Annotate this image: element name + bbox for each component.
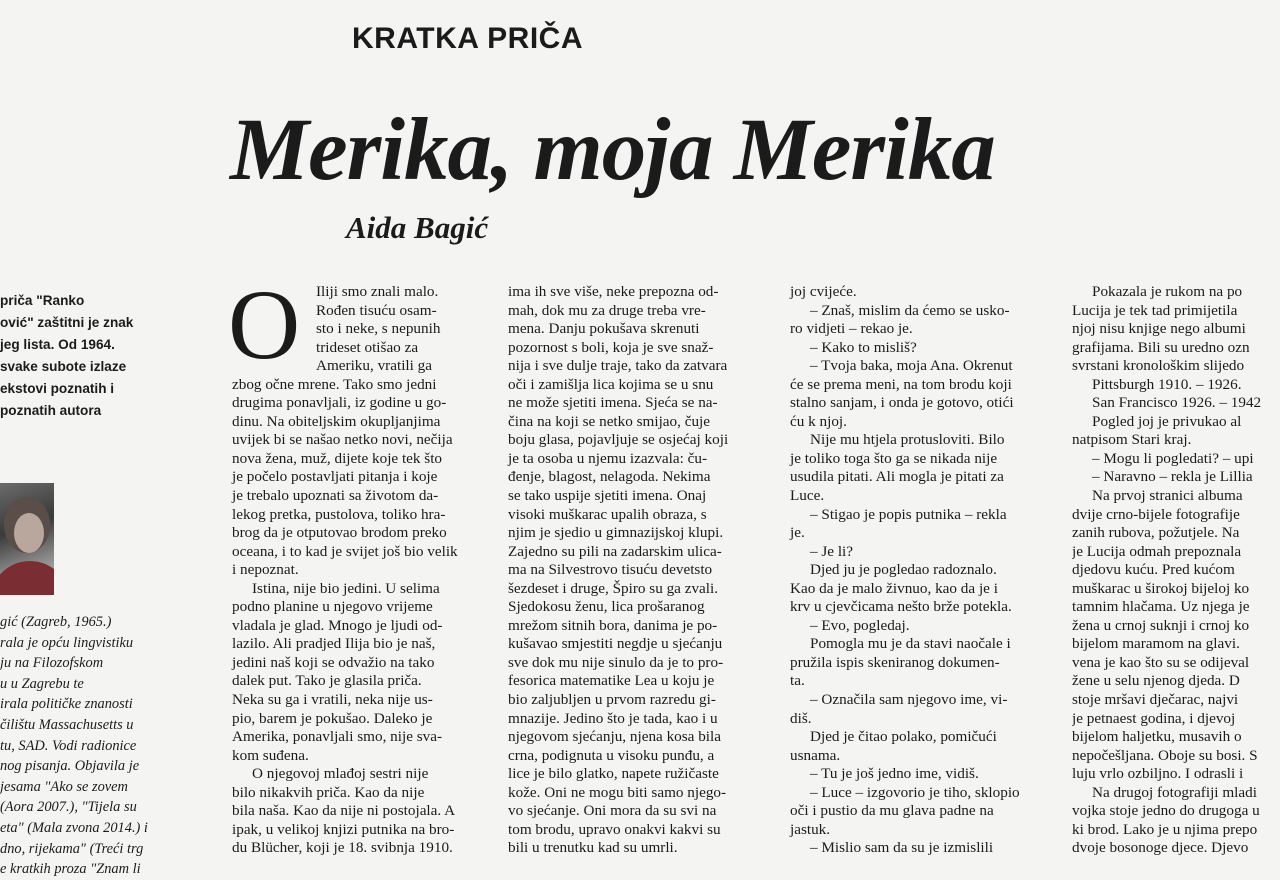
- author-bio-line: nog pisanja. Objavila je: [0, 758, 140, 775]
- article-line: đenje, blagost, nelagoda. Nekima: [508, 468, 711, 486]
- article-line: – Znaš, mislim da ćemo se usko-: [810, 301, 1010, 319]
- article-line: drugima ponavljali, iz godine u go-: [232, 394, 447, 412]
- article-line: – Mislio sam da su je izmislili: [810, 839, 994, 857]
- article-column-3: [790, 283, 1048, 858]
- article-line: trideset otišao za: [316, 338, 419, 356]
- article-line: Rođen tisuću osam-: [316, 301, 437, 319]
- article-line: usudila pitati. Ali mogla je pitati za: [790, 468, 1004, 486]
- article-line: bio zaljubljen u prvom razredu gi-: [508, 691, 716, 709]
- author-shoulder: [0, 561, 54, 595]
- article-line: je trebalo upoznati sa životom da-: [232, 487, 439, 505]
- headline: Merika, moja Merika: [230, 101, 995, 199]
- article-line: dinu. Na obiteljskim okupljanjima: [232, 412, 441, 430]
- article-line: ro vidjeti – rekao je.: [790, 320, 913, 338]
- article-line: lazilo. Ali pradjed Ilija bio je naš,: [232, 635, 436, 653]
- drop-cap: O: [228, 269, 301, 380]
- article-line: muškarac u širokoj bijeloj ko: [1072, 579, 1250, 597]
- article-line: će se prema meni, na tom brodu koji: [790, 375, 1012, 393]
- article-line: je petnaest godina, i djevoj: [1072, 709, 1236, 727]
- article-line: – Mogu li pogledati? – upi: [1092, 449, 1254, 467]
- article-line: mnazije. Jedino što je tada, kao i u: [508, 709, 718, 727]
- article-line: čina na koji se netko smijao, čuje: [508, 412, 711, 430]
- byline: Aida Bagić: [346, 210, 489, 245]
- article-line: stalno sanjam, i onda je gotovo, otići: [790, 394, 1014, 412]
- sidebar-intro: [0, 290, 170, 422]
- article-line: krv u cjevčicama nešto brže potekla.: [790, 598, 1012, 616]
- article-line: diš.: [790, 709, 812, 727]
- article-line: – Evo, pogledaj.: [810, 616, 910, 634]
- article-line: – Tu je još jedno ime, vidiš.: [810, 765, 979, 783]
- article-line: bila naša. Kao da nije ni postojala. A: [232, 802, 456, 820]
- article-line: oceana, i to kad je svijet još bio velik: [232, 542, 458, 560]
- article-line: mrežom sitnih bora, danima je po-: [508, 616, 718, 634]
- author-bio-line: čilištu Massachusetts u: [0, 716, 134, 733]
- article-line: djedovu kuću. Pred kućom: [1072, 561, 1235, 579]
- article-line: vladala je glad. Mnogo je ljudi od-: [232, 616, 443, 634]
- article-line: visoki muškarac upalih obraza, s: [508, 505, 707, 523]
- article-line: sve dok mu nije sinulo da je to pro-: [508, 653, 724, 671]
- author-bio-line: u u Zagrebu te: [0, 675, 84, 692]
- article-line: ću k njoj.: [790, 412, 847, 430]
- article-line: – Naravno – rekla je Lillia: [1092, 468, 1253, 486]
- article-line: Pomogla mu je da stavi naočale i: [810, 635, 1011, 653]
- article-line: ipak, u velikoj knjizi putnika na bro-: [232, 820, 455, 838]
- article-line: luju vrlo ozbiljno. I odrasli i: [1072, 765, 1244, 783]
- article-line: vojka stoje jedno do drugoga u: [1072, 802, 1260, 820]
- sidebar-intro-line: poznatih autora: [0, 403, 102, 418]
- article-line: tamnim hlačama. Uz njega je: [1072, 598, 1250, 616]
- article-line: San Francisco 1926. – 1942: [1092, 394, 1262, 412]
- article-line: fesorica matematike Lea u koju je: [508, 672, 715, 690]
- article-line: i nepoznat.: [232, 561, 299, 579]
- article-column-4: [1072, 283, 1280, 858]
- article-line: nija i sve dulje traje, tako da zatvara: [508, 357, 728, 375]
- article-line: njoj nisu knjige nego albumi: [1072, 320, 1246, 338]
- article-line: je počelo postavljati pitanja i koje: [232, 468, 438, 486]
- article-line: Djed je čitao polako, pomičući: [810, 728, 997, 746]
- article-line: Djed ju je pogledao radoznalo.: [810, 561, 997, 579]
- article-line: Iliji smo znali malo.: [316, 283, 439, 300]
- article-line: Na prvoj stranici albuma: [1092, 487, 1243, 505]
- article-line: dvoje bosonoge djece. Djevo: [1072, 839, 1249, 857]
- sidebar-intro-line: ekstovi poznatih i: [0, 381, 115, 396]
- article-column-1: [228, 269, 480, 858]
- article-line: Luce.: [790, 487, 825, 505]
- article-line: svrstani kronološkim slijedo: [1072, 357, 1245, 375]
- article-line: stoje mršavi dječarac, najvi: [1072, 691, 1239, 709]
- article-line: ta.: [790, 672, 805, 690]
- article-line: sto i neke, s nepunih: [316, 320, 441, 338]
- article-line: nova žena, muž, dijete koje tek što: [232, 449, 443, 467]
- author-bio-line: eta" (Mala zvona 2014.) i: [0, 819, 148, 836]
- article-line: zanih rubova, požutjele. Na: [1072, 524, 1240, 542]
- article-line: pio, barem je pokušao. Daleko je: [232, 709, 433, 727]
- article-line: kušavao smjestiti negdje u sjećanju: [508, 635, 723, 653]
- article-line: kože. Oni ne mogu biti samo njego-: [508, 783, 727, 801]
- author-bio-line: gić (Zagreb, 1965.): [0, 614, 112, 630]
- article-line: dalek put. Tako je glasila priča.: [232, 672, 422, 690]
- article-line: pozornost s boli, koja je sve snaž-: [508, 338, 714, 356]
- article-line: ki brod. Lako je u njima prepo: [1072, 820, 1258, 838]
- article-line: Nije mu htjela protusloviti. Bilo: [810, 431, 1005, 449]
- article-line: Ameriku, vratili ga: [316, 357, 432, 375]
- article-line: ima ih sve više, neke prepozna od-: [508, 283, 719, 300]
- article-line: pružila ispis skeniranog dokumen-: [790, 653, 1000, 671]
- article-line: bilo nikakvih priča. Kao da nije: [232, 783, 425, 801]
- article-line: joj cvijeće.: [790, 283, 857, 300]
- article-line: ne može sjetiti imena. Sjeća se na-: [508, 394, 718, 412]
- article-line: kom suđena.: [232, 746, 309, 764]
- article-line: – Stigao je popis putnika – rekla: [810, 505, 1007, 523]
- author-bio: [0, 612, 170, 880]
- author-bio-line: dno, rijekama" (Treći trg: [0, 840, 144, 857]
- author-photo: [0, 483, 54, 595]
- article-line: grafijama. Bili su uredno ozn: [1072, 338, 1250, 356]
- article-line: lice je bilo glatko, napete ružičaste: [508, 765, 719, 783]
- article-line: mena. Danju pokušava skrenuti: [508, 320, 700, 338]
- article-line: vo sjećanje. Oni mora da su svi na: [508, 802, 717, 820]
- article-line: natpisom Stari kraj.: [1072, 431, 1192, 449]
- article-line: Kao da je malo živnuo, kao da je i: [790, 579, 998, 597]
- article-line: nepočešljana. Oboje su bosi. S: [1072, 746, 1258, 764]
- article-line: žene u selu njenog djeda. D: [1072, 672, 1240, 690]
- article-line: brog da je otputovao brodom preko: [232, 524, 447, 542]
- article-line: oči i pustio da mu glava padne na: [790, 802, 994, 820]
- author-bio-line: ju na Filozofskom: [0, 655, 104, 672]
- article-line: – Je li?: [810, 542, 854, 560]
- article-line: je Lucija odmah prepoznala: [1072, 542, 1242, 560]
- article-line: crna, podignuta u visoku punđu, a: [508, 746, 715, 764]
- article-line: se tako uspije sjetiti imena. Onaj: [508, 487, 707, 505]
- author-bio-line: tu, SAD. Vodi radionice: [0, 737, 137, 754]
- article-line: dvije crno-bijele fotografije: [1072, 505, 1240, 523]
- article-line: Zajedno su pili na zadarskim ulica-: [508, 542, 722, 560]
- article-line: Sjedokosu ženu, lica prošaranog: [508, 598, 705, 616]
- article-line: Pokazala je rukom na po: [1092, 283, 1243, 300]
- article-column-2: [508, 283, 764, 858]
- article-line: bijelom maramom na glavi.: [1072, 635, 1240, 653]
- article-line: – Kako to misliš?: [810, 338, 917, 356]
- article-line: usnama.: [790, 746, 841, 764]
- author-bio-line: rala je opću lingvistiku: [0, 634, 134, 651]
- article-line: vena je kao što su se odijeval: [1072, 653, 1250, 671]
- article-line: Pogled joj je privukao al: [1092, 412, 1242, 430]
- sidebar-intro-line: ović" zaštitni je znak: [0, 315, 134, 330]
- article-line: du Blücher, koji je 18. svibnja 1910.: [232, 839, 453, 857]
- article-line: tom brodu, upravo onakvi kakvi su: [508, 820, 721, 838]
- article-line: lekog pretka, pustolova, toliko hra-: [232, 505, 446, 523]
- article-line: ma na Silvestrovo tisuću devetsto: [508, 561, 713, 579]
- author-face: [14, 513, 44, 553]
- article-line: je toliko toga što ga se nikada nije: [790, 449, 998, 467]
- section-label: KRATKA PRIČA: [352, 22, 583, 55]
- article-line: O njegovoj mlađoj sestri nije: [252, 765, 429, 783]
- article-line: zbog očne mrene. Tako smo jedni: [232, 375, 437, 393]
- author-bio-line: (Aora 2007.), "Tijela su: [0, 799, 137, 816]
- article-line: – Označila sam njegovo ime, vi-: [810, 691, 1008, 709]
- article-line: podno planine u njegovo vrijeme: [232, 598, 433, 616]
- article-line: njim je sjedio u gimnazijskoj klupi.: [508, 524, 724, 542]
- article-line: je ta osoba u njemu izazvala: ču-: [508, 449, 708, 467]
- article-line: njegovom sjećanju, njena kosa bila: [508, 728, 721, 746]
- author-bio-line: jesama "Ako se zovem: [0, 778, 128, 795]
- sidebar-intro-line: jeg lista. Od 1964.: [0, 337, 115, 352]
- article-line: – Luce – izgovorio je tiho, sklopio: [810, 783, 1020, 801]
- article-line: oči i zamišlja lica kojima se u snu: [508, 375, 714, 393]
- article-line: žena u crnoj suknji i crnoj ko: [1072, 616, 1250, 634]
- article-line: boju glasa, pojavljuje se osjećaj koji: [508, 431, 729, 449]
- article-line: jastuk.: [790, 820, 831, 838]
- article-line: Na drugoj fotografiji mladi: [1092, 783, 1257, 801]
- article-line: bijelom haljetku, musavih o: [1072, 728, 1242, 746]
- sidebar-intro-line: priča "Ranko: [0, 293, 85, 308]
- article-line: Istina, nije bio jedini. U selima: [252, 579, 440, 597]
- article-line: Pittsburgh 1910. – 1926.: [1092, 375, 1242, 393]
- article-line: Lucija je tek tad primijetila: [1072, 301, 1238, 319]
- article-line: mah, dok mu za druge treba vre-: [508, 301, 706, 319]
- article-line: – Tvoja baka, moja Ana. Okrenut: [810, 357, 1013, 375]
- sidebar-intro-line: svake subote izlaze: [0, 359, 127, 374]
- article-line: Neka su ga i vratili, neka nije us-: [232, 691, 433, 709]
- article-line: bili u trenutku kad su umrli.: [508, 839, 678, 857]
- article-line: je.: [790, 524, 805, 542]
- article-line: Amerika, ponavljali smo, nije sva-: [232, 728, 443, 746]
- article-line: uvijek bi se našao netko novi, nečija: [232, 431, 453, 449]
- author-bio-line: irala političke znanosti: [0, 696, 133, 713]
- article-line: jedini naš koji se odvažio na tako: [232, 653, 435, 671]
- author-bio-line: e kratkih proza "Znam li: [0, 861, 141, 878]
- article-line: šezdeset i druge, Špiro su ga zvali.: [508, 579, 719, 597]
